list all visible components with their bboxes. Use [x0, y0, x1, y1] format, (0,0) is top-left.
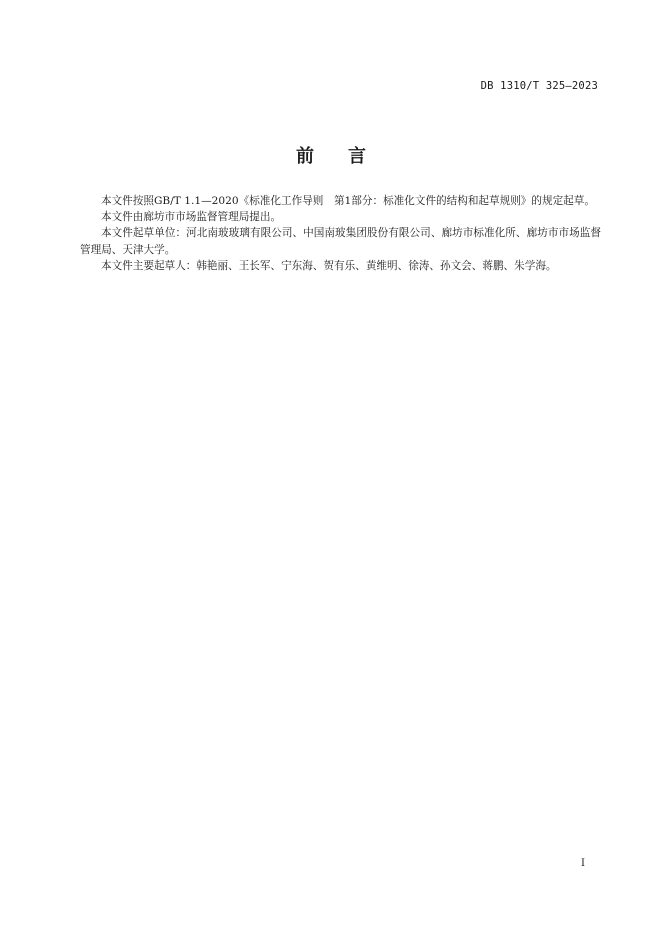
- paragraph-drafters: 本文件主要起草人：韩艳丽、王长军、宁东海、贺有乐、黄维明、徐涛、孙文会、蒋鹏、朱学海。: [101, 259, 557, 272]
- paragraph-drafting-basis: 本文件按照GB/T 1.1—2020《标准化工作导则 第1部分：标准化文件的结构和起草规则》的规定起草。: [101, 195, 595, 207]
- paragraph-drafting-units: 本文件起草单位：河北南玻玻璃有限公司、中国南玻集团股份有限公司、廊坊市标准化所、廊坊市市场监督管理局、天津大学。: [80, 227, 601, 256]
- foreword-body: [80, 193, 601, 274]
- paragraph-proposer: 本文件由廊坊市市场监督管理局提出。: [101, 211, 282, 224]
- page-number: I: [581, 858, 585, 869]
- page-title: 前言: [296, 146, 400, 167]
- document-code: DB 1310/T 325—2023: [480, 80, 598, 92]
